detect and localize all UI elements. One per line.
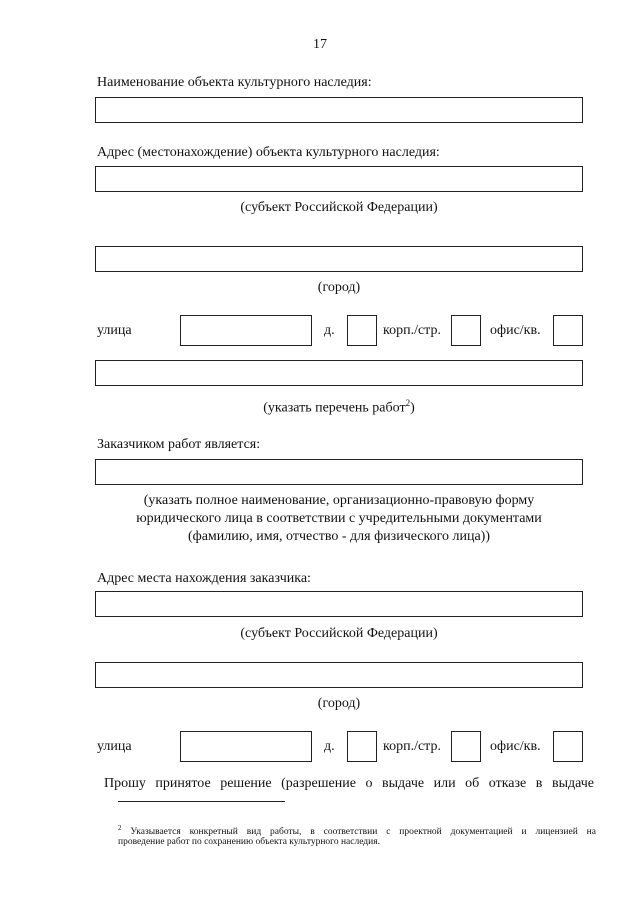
works-caption-text: (указать перечень работ [263,400,406,416]
customer-caption-line3: (фамилию, имя, отчество - для физического лица)) [187,529,491,544]
customer-field[interactable] [95,459,583,485]
footnote-separator [118,801,285,802]
works-caption [95,395,583,417]
object-subject-field[interactable] [95,166,583,192]
footnote-mark: 2 [118,824,122,832]
street-label-2: улица [97,739,132,754]
street-field-2[interactable] [180,731,312,762]
request-text: Прошу принятое решение (разрешение о выдаче или об отказе в выдаче [104,776,594,791]
works-caption-close: ) [410,400,415,416]
building-label-1: корп./стр. [383,323,441,338]
page-number: 17 [313,37,327,52]
object-name-label: Наименование объекта культурного наследия: [97,75,372,90]
house-label-2: д. [324,739,335,754]
street-field-1[interactable] [180,315,312,346]
object-name-field[interactable] [95,97,583,123]
street-label-1: улица [97,323,132,338]
footnote-line2: проведение работ по сохранению объекта культурного наследия. [118,837,380,847]
works-list-field[interactable] [95,360,583,386]
house-field-2[interactable] [347,731,377,762]
caption-city-2: (город) [317,696,361,711]
building-label-2: корп./стр. [383,739,441,754]
office-field-1[interactable] [553,315,583,346]
customer-address-label: Адрес места нахождения заказчика: [97,571,311,586]
caption-subject-1: (субъект Российской Федерации) [240,200,438,215]
works-caption-footnote-ref[interactable]: 2 [405,398,411,408]
house-field-1[interactable] [347,315,377,346]
footnote-text-1: Указывается конкретный вид работы, в соответствии с проектной документацией и лицензией на [121,827,596,838]
caption-subject-2: (субъект Российской Федерации) [240,626,438,641]
customer-caption-line2: юридического лица в соответствии с учредительными документами [136,511,542,526]
object-address-label: Адрес (местонахождение) объекта культурного наследия: [97,145,440,160]
customer-subject-field[interactable] [95,591,583,617]
building-field-1[interactable] [451,315,481,346]
building-field-2[interactable] [451,731,481,762]
customer-caption-line1: (указать полное наименование, организационно-правовую форму [143,493,535,508]
customer-city-field[interactable] [95,662,583,688]
caption-city-1: (город) [317,280,361,295]
object-city-field[interactable] [95,246,583,272]
customer-label: Заказчиком работ является: [97,437,261,452]
office-label-1: офис/кв. [490,323,541,338]
house-label-1: д. [324,323,335,338]
office-field-2[interactable] [553,731,583,762]
office-label-2: офис/кв. [490,739,541,754]
